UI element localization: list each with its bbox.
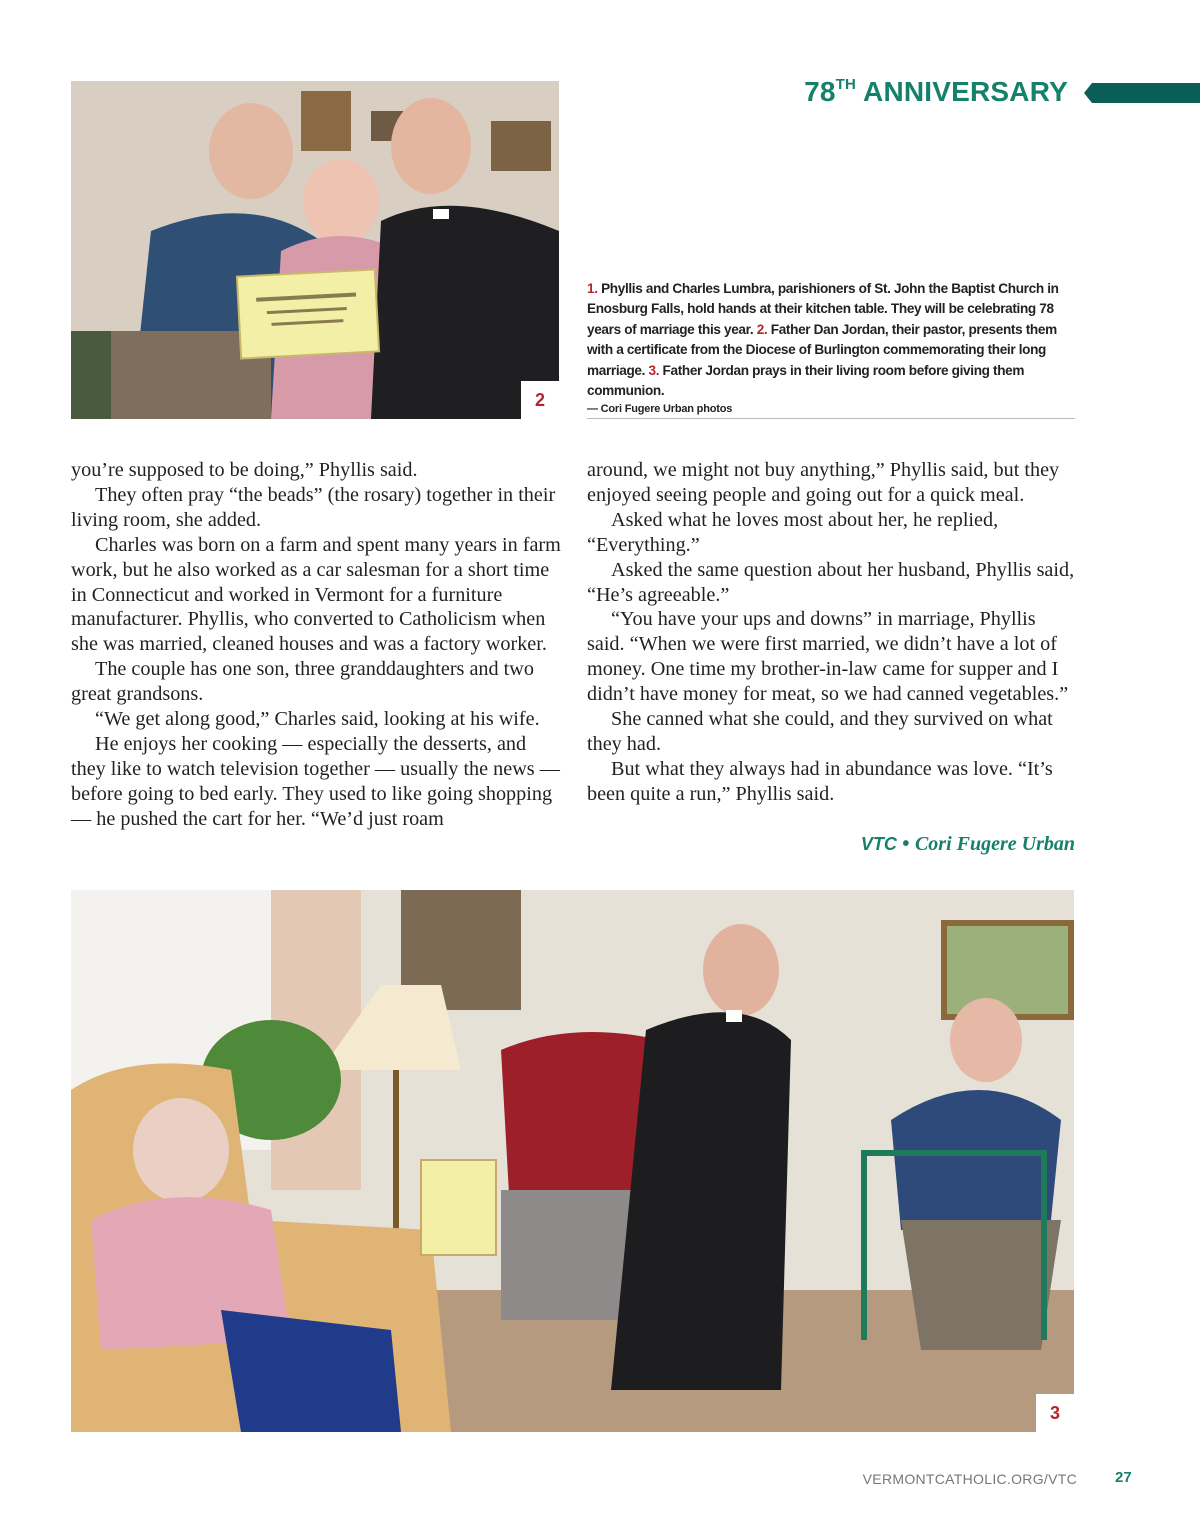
article-paragraph: Charles was born on a farm and spent many years in farm work, but he also worked as a car salesman for a short time in Connecticut and worked in Vermont for a furniture manufacturer. Phyllis, who converted to Catholicism when she was married, cleaned houses and was a factory worker. (71, 533, 561, 656)
photo-caption (587, 279, 1075, 418)
signature-separator: • (896, 833, 915, 855)
publication-tag: VTC (860, 834, 897, 854)
photo-credit: — Cori Fugere Urban photos (587, 403, 733, 416)
section-title-suffix: ANNIVERSARY (856, 76, 1068, 107)
photo-number: 3 (1036, 1394, 1074, 1432)
article-paragraph: But what they always had in abundance was love. “It’s been quite a run,” Phyllis said. (587, 757, 1053, 805)
caption-text-1: Phyllis and Charles Lumbra, parishioners of St. John the Baptist Church in Enosburg Falls, hold hands at their kitchen table. They will be celebrating 78 years of marriage this year. (587, 281, 1059, 337)
article-paragraph: “You have your ups and downs” in marriage, Phyllis said. “When we were first married, we didn’t have a lot of money. One time my brother-in-law came for supper and I didn’t have money for meat, so we had canned vegetables.” (587, 608, 1069, 706)
author-signature (587, 833, 1075, 856)
section-title-sup: TH (835, 76, 857, 93)
caption-number-2: 2. (756, 321, 768, 337)
article-column-left (71, 458, 561, 832)
caption-number-1: 1. (587, 281, 598, 296)
article-paragraph: The couple has one son, three granddaughters and two great grandsons. (71, 658, 534, 706)
page-number: 27 (1115, 1469, 1132, 1486)
article-paragraph: you’re supposed to be doing,” Phyllis said. (71, 459, 418, 481)
photo-certificate-illustration (71, 81, 559, 419)
article-column-right (587, 458, 1077, 807)
section-banner (795, 74, 1200, 116)
caption-text-3: Father Jordan prays in their living room before giving them communion. (587, 362, 1025, 399)
photo-certificate-presentation (71, 81, 559, 419)
caption-number-3: 3. (648, 362, 660, 378)
article-paragraph: He enjoys her cooking — especially the desserts, and they like to watch television together — usually the news — before going to bed early. They used to like going shopping — he pushed the cart for her. “We’d just roam (71, 732, 560, 830)
article-paragraph: around, we might not buy anything,” Phyllis said, but they enjoyed seeing people and going out for a quick meal. (587, 459, 1060, 506)
footer-website-link[interactable]: VERMONTCATHOLIC.ORG/VTC (862, 1471, 1077, 1487)
author-name: Cori Fugere Urban (914, 833, 1075, 855)
section-title (804, 76, 1068, 108)
caption-divider (587, 418, 1075, 419)
section-title-prefix: 78 (804, 76, 836, 107)
caption-text-2: Father Dan Jordan, their pastor, presents them with a certificate from the Diocese of Burlington commemorating their long marriage. (587, 321, 1057, 378)
article-paragraph: They often pray “the beads” (the rosary) together in their living room, she added. (71, 483, 556, 531)
article-paragraph: She canned what she could, and they survived on what they had. (587, 708, 1053, 755)
article-paragraph: Asked what he loves most about her, he replied, “Everything.” (587, 508, 999, 556)
article-paragraph: “We get along good,” Charles said, looking at his wife. (95, 708, 540, 731)
photo-number: 2 (521, 381, 559, 419)
photo-living-room-prayer (71, 890, 1074, 1432)
article-paragraph: Asked the same question about her husband, Phyllis said, “He’s agreeable.” (587, 558, 1075, 606)
photo-living-room-illustration (71, 890, 1074, 1432)
section-banner-bar (1084, 83, 1200, 103)
